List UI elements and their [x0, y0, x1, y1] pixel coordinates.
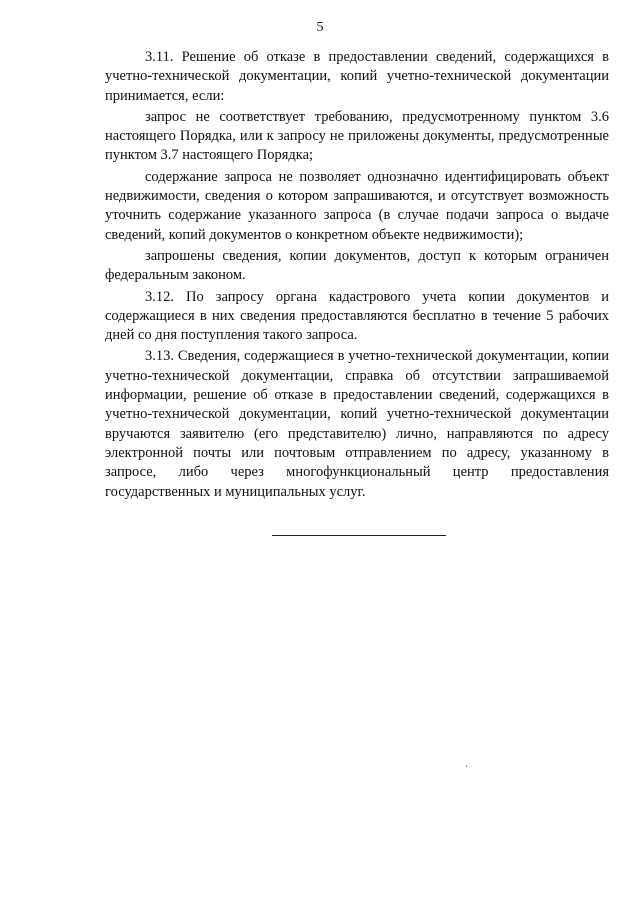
paragraph-3-11: 3.11. Решение об отказе в предоставлении сведений, содержащихся в учетно-технической документации, копий учетно-технической документации принимается, если:	[105, 49, 609, 104]
paragraph-3-11-item-3: запрошены сведения, копии документов, доступ к которым ограничен федеральным законом.	[105, 247, 609, 284]
page-number: 5	[316, 20, 324, 35]
paragraph-3-13: 3.13. Сведения, содержащиеся в учетно-технической документации, копии учетно-технической документации, справка об отсутствии запрашиваемой информации, решение об отказе в предоставлении сведений, содержащихся в учетно-технической документации, копий учетно-технической документации вручаются заявителю (его представителю) лично, направляются по адресу электронной почты или почтовым отправлением по адресу, указанному в запросе, либо через многофункциональный центр предоставления государственных и муниципальных услуг.	[105, 348, 609, 500]
paragraph-3-11-item-2: содержание запроса не позволяет однозначно идентифицировать объект недвижимости, сведения о котором запрашиваются, и отсутствует возможность уточнить содержание указанного запроса (в случае подачи запроса о выдаче сведений, копий документов о конкретном объекте недвижимости);	[105, 168, 609, 243]
end-divider-line	[272, 535, 446, 536]
scan-speck	[466, 765, 467, 767]
document-body	[105, 48, 609, 504]
paragraph-3-11-item-1: запрос не соответствует требованию, предусмотренному пунктом 3.6 настоящего Порядка, или к запросу не приложены документы, предусмотренные пунктом 3.7 настоящего Порядка;	[105, 108, 609, 164]
paragraph-3-12: 3.12. По запросу органа кадастрового учета копии документов и содержащиеся в них сведения предоставляются бесплатно в течение 5 рабочих дней со дня поступления такого запроса.	[105, 288, 609, 344]
